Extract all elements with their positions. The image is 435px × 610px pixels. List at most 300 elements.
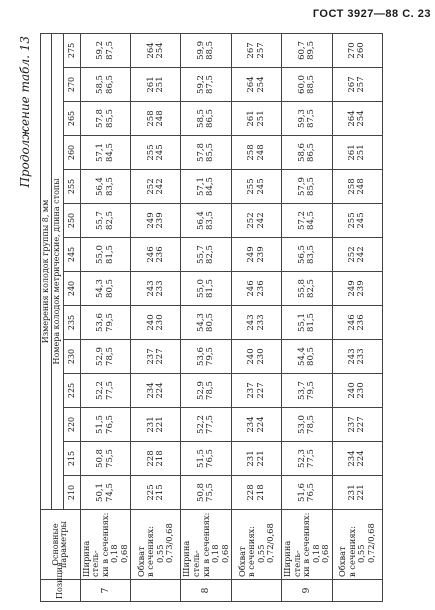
cell-value: 52,3 [296, 449, 307, 468]
cell-value: 52,2 [95, 381, 106, 400]
cell-value: 59,3 [296, 109, 307, 128]
cell-value: 87,5 [305, 109, 316, 128]
rotated-table-container [18, 32, 410, 602]
value-cell [131, 170, 181, 204]
cell-value: 243 [346, 348, 357, 365]
value-cell [80, 102, 131, 136]
cell-value: 50,8 [195, 483, 206, 502]
parameter-line: 0,72/0,68 [265, 523, 276, 563]
cell-value: 79,5 [205, 347, 216, 366]
value-cell [232, 204, 282, 238]
cell-value: 76,5 [305, 483, 316, 502]
cell-value: 83,5 [104, 177, 115, 196]
cell-value: 255 [145, 144, 156, 161]
cell-value: 255 [346, 212, 357, 229]
cell-value: 242 [154, 178, 165, 195]
cell-value: 57,1 [95, 143, 106, 162]
value-cell [181, 33, 232, 67]
cell-value: 55,1 [296, 313, 307, 332]
parameter-line: 0,18 [310, 544, 321, 563]
value-cell [232, 68, 282, 102]
value-cell [131, 374, 181, 408]
value-cell [181, 204, 232, 238]
cell-value: 75,5 [104, 449, 115, 468]
value-cell [181, 340, 232, 374]
value-cell [332, 408, 382, 442]
cell-value: 55,0 [95, 245, 106, 264]
value-cell [332, 374, 382, 408]
value-cell [232, 272, 282, 306]
value-cell [80, 136, 131, 170]
cell-value: 81,5 [205, 279, 216, 298]
value-cell [131, 238, 181, 272]
cell-value: 59,9 [195, 40, 206, 60]
cell-value: 243 [246, 314, 257, 331]
value-cell [80, 238, 131, 272]
value-cell [181, 272, 232, 306]
size-header: 220 [63, 408, 80, 442]
row-index [131, 580, 181, 602]
parameter-line: 0,18 [109, 544, 120, 563]
parameter-line: Обхват [236, 546, 247, 577]
cell-value: 57,8 [95, 109, 106, 128]
cell-value: 56,5 [296, 245, 307, 264]
value-cell [181, 374, 232, 408]
cell-value: 270 [346, 42, 357, 59]
size-header: 240 [63, 272, 80, 306]
value-cell [332, 340, 382, 374]
cell-value: 261 [346, 144, 357, 161]
cell-value: 55,7 [195, 245, 206, 264]
cell-value: 245 [356, 212, 367, 229]
cell-value: 240 [145, 314, 156, 331]
parameter-line: ки в сечениях: [200, 512, 211, 577]
size-header: 265 [63, 102, 80, 136]
row-parameter [282, 510, 333, 580]
cell-value: 267 [246, 42, 257, 59]
cell-value: 240 [346, 382, 357, 399]
parameter-line: 0,68 [219, 544, 230, 563]
value-cell [332, 170, 382, 204]
cell-value: 52,9 [95, 347, 106, 366]
cell-value: 89,5 [305, 40, 316, 60]
cell-value: 78,5 [205, 381, 216, 400]
value-cell [282, 272, 333, 306]
cell-value: 82,5 [205, 245, 216, 264]
cell-value: 228 [145, 450, 156, 467]
parameter-line: в сечениях: [246, 525, 257, 577]
cell-value: 242 [356, 246, 367, 263]
cell-value: 77,5 [305, 449, 316, 468]
cell-value: 74,5 [104, 483, 115, 502]
cell-value: 261 [145, 76, 156, 93]
value-cell [80, 33, 131, 67]
cell-value: 258 [346, 178, 357, 195]
cell-value: 252 [145, 178, 156, 195]
group-title: Измерения колодок группы 8, мм [41, 33, 52, 509]
cell-value: 82,5 [104, 211, 115, 230]
size-header: 245 [63, 238, 80, 272]
value-cell [181, 442, 232, 476]
cell-value: 80,5 [205, 313, 216, 332]
cell-value: 57,2 [296, 211, 307, 230]
cell-value: 254 [154, 42, 165, 59]
cell-value: 236 [255, 280, 266, 297]
cell-value: 77,5 [104, 381, 115, 400]
value-cell [131, 442, 181, 476]
parameter-line: 0,55 [154, 544, 165, 563]
size-header: 210 [63, 476, 80, 510]
cell-value: 251 [255, 110, 266, 127]
parameter-line: ки в сечениях: [301, 512, 312, 577]
value-cell [282, 340, 333, 374]
value-cell [332, 102, 382, 136]
row-parameter [131, 510, 181, 580]
parameter-line: 0,73/0,68 [164, 523, 175, 563]
value-cell [181, 68, 232, 102]
cell-value: 236 [154, 246, 165, 263]
cell-value: 86,5 [305, 143, 316, 162]
row-index: 7 [80, 580, 131, 602]
value-cell [332, 476, 382, 510]
cell-value: 84,5 [205, 177, 216, 196]
cell-value: 86,5 [104, 75, 115, 94]
table-row [232, 33, 282, 601]
size-header: 275 [63, 33, 80, 67]
value-cell [80, 408, 131, 442]
cell-value: 233 [356, 348, 367, 365]
cell-value: 87,5 [104, 40, 115, 60]
value-cell [181, 408, 232, 442]
cell-value: 53,7 [296, 381, 307, 400]
cell-value: 80,5 [104, 279, 115, 298]
value-cell [181, 102, 232, 136]
value-cell [131, 340, 181, 374]
value-cell [80, 272, 131, 306]
cell-value: 59,2 [95, 40, 106, 60]
value-cell [332, 136, 382, 170]
table-caption: Продолжение табл. 13 [18, 36, 32, 188]
value-cell [282, 102, 333, 136]
value-cell [282, 306, 333, 340]
cell-value: 258 [145, 110, 156, 127]
value-cell [232, 238, 282, 272]
cell-value: 78,5 [104, 347, 115, 366]
cell-value: 80,5 [305, 347, 316, 366]
value-cell [80, 374, 131, 408]
size-header: 225 [63, 374, 80, 408]
cell-value: 234 [145, 382, 156, 399]
table-body [80, 33, 382, 601]
cell-value: 242 [255, 212, 266, 229]
value-cell [131, 204, 181, 238]
value-cell [131, 136, 181, 170]
value-cell [232, 170, 282, 204]
value-cell [181, 238, 232, 272]
cell-value: 88,5 [205, 40, 216, 60]
parameter-line: Ширина стель- [80, 540, 101, 577]
cell-value: 246 [346, 314, 357, 331]
cell-value: 252 [346, 246, 357, 263]
cell-value: 267 [346, 76, 357, 93]
cell-value: 60,0 [296, 75, 307, 94]
cell-value: 239 [255, 246, 266, 263]
cell-value: 83,5 [305, 245, 316, 264]
cell-value: 255 [246, 178, 257, 195]
value-cell [282, 408, 333, 442]
cell-value: 50,8 [95, 449, 106, 468]
cell-value: 237 [246, 382, 257, 399]
value-cell [282, 204, 333, 238]
cell-value: 79,5 [305, 381, 316, 400]
cell-value: 252 [246, 212, 257, 229]
cell-value: 228 [246, 484, 257, 501]
cell-value: 239 [356, 280, 367, 297]
cell-value: 254 [255, 76, 266, 93]
cell-value: 85,5 [205, 143, 216, 162]
value-cell [232, 136, 282, 170]
cell-value: 264 [246, 76, 257, 93]
cell-value: 57,1 [195, 177, 206, 196]
value-cell [181, 476, 232, 510]
cell-value: 230 [154, 314, 165, 331]
parameter-line: ки в сечениях: [99, 512, 110, 577]
cell-value: 227 [356, 416, 367, 433]
cell-value: 85,5 [305, 177, 316, 196]
value-cell [181, 306, 232, 340]
cell-value: 227 [255, 382, 266, 399]
parameter-line: Обхват [135, 546, 146, 577]
cell-value: 82,5 [305, 279, 316, 298]
value-cell [131, 102, 181, 136]
col-header-index: Позиция [41, 580, 81, 602]
cell-value: 249 [246, 246, 257, 263]
value-cell [332, 68, 382, 102]
cell-value: 57,9 [296, 177, 307, 196]
cell-value: 58,5 [195, 109, 206, 128]
cell-value: 225 [145, 484, 156, 501]
cell-value: 224 [255, 416, 266, 433]
cell-value: 77,5 [205, 415, 216, 434]
cell-value: 248 [154, 110, 165, 127]
cell-value: 52,9 [195, 381, 206, 400]
cell-value: 78,5 [305, 415, 316, 434]
parameter-line: в сечениях: [145, 525, 156, 577]
value-cell [282, 136, 333, 170]
value-cell [80, 442, 131, 476]
parameter-line: 0,18 [210, 544, 221, 563]
cell-value: 243 [145, 280, 156, 297]
cell-value: 53,0 [296, 415, 307, 434]
value-cell [282, 238, 333, 272]
cell-value: 55,7 [95, 211, 106, 230]
size-header: 250 [63, 204, 80, 238]
size-header: 230 [63, 340, 80, 374]
cell-value: 257 [356, 76, 367, 93]
value-cell [181, 136, 232, 170]
size-header: 260 [63, 136, 80, 170]
cell-value: 224 [356, 450, 367, 467]
cell-value: 249 [346, 280, 357, 297]
value-cell [131, 68, 181, 102]
value-cell [80, 476, 131, 510]
cell-value: 87,5 [205, 75, 216, 94]
parameter-line: в сечениях: [346, 525, 357, 577]
table-row [181, 33, 232, 601]
value-cell [332, 442, 382, 476]
value-cell [80, 204, 131, 238]
value-cell [232, 374, 282, 408]
cell-value: 245 [154, 144, 165, 161]
value-cell [80, 340, 131, 374]
value-cell [282, 476, 333, 510]
size-header: 255 [63, 170, 80, 204]
value-cell [131, 306, 181, 340]
subgroup-title: Номера колодок метрические, длина стопы [52, 33, 63, 509]
value-cell [232, 442, 282, 476]
cell-value: 251 [356, 144, 367, 161]
value-cell [282, 374, 333, 408]
cell-value: 261 [246, 110, 257, 127]
cell-value: 221 [154, 416, 165, 433]
cell-value: 231 [246, 450, 257, 467]
parameter-line: 0,68 [320, 544, 331, 563]
cell-value: 237 [346, 416, 357, 433]
cell-value: 81,5 [305, 313, 316, 332]
cell-value: 76,5 [205, 449, 216, 468]
col-header-param: Основные параметры [41, 510, 81, 580]
value-cell [332, 272, 382, 306]
value-cell [131, 272, 181, 306]
value-cell [332, 306, 382, 340]
value-cell [232, 33, 282, 67]
value-cell [282, 68, 333, 102]
cell-value: 79,5 [104, 313, 115, 332]
cell-value: 251 [154, 76, 165, 93]
cell-value: 51,5 [95, 415, 106, 434]
value-cell [332, 238, 382, 272]
value-cell [282, 170, 333, 204]
cell-value: 58,6 [296, 143, 307, 162]
parameter-line: 0,68 [118, 544, 129, 563]
cell-value: 233 [154, 280, 165, 297]
cell-value: 236 [356, 314, 367, 331]
cell-value: 54,3 [195, 313, 206, 332]
parameter-line: 0,72/0,68 [365, 523, 376, 563]
cell-value: 230 [356, 382, 367, 399]
cell-value: 81,5 [104, 245, 115, 264]
cell-value: 254 [356, 110, 367, 127]
cell-value: 54,4 [296, 347, 307, 366]
row-index [232, 580, 282, 602]
value-cell [80, 306, 131, 340]
value-cell [232, 476, 282, 510]
cell-value: 56,4 [95, 177, 106, 196]
value-cell [282, 442, 333, 476]
value-cell [232, 340, 282, 374]
parameter-line: 0,55 [255, 544, 266, 563]
cell-value: 233 [255, 314, 266, 331]
cell-value: 248 [356, 178, 367, 195]
cell-value: 245 [255, 178, 266, 195]
cell-value: 234 [346, 450, 357, 467]
row-parameter [80, 510, 131, 580]
table-row [80, 33, 131, 601]
cell-value: 264 [346, 110, 357, 127]
cell-value: 257 [255, 42, 266, 59]
row-index [332, 580, 382, 602]
cell-value: 58,5 [95, 75, 106, 94]
cell-value: 218 [255, 484, 266, 501]
cell-value: 83,5 [205, 211, 216, 230]
cell-value: 53,6 [95, 313, 106, 332]
row-index: 9 [282, 580, 333, 602]
parameter-line: Ширина стель- [282, 540, 302, 577]
value-cell [232, 306, 282, 340]
cell-value: 56,4 [195, 211, 206, 230]
cell-value: 221 [356, 484, 367, 501]
cell-value: 75,5 [205, 483, 216, 502]
header-row-group [41, 33, 52, 601]
cell-value: 258 [246, 144, 257, 161]
cell-value: 84,5 [104, 143, 115, 162]
cell-value: 264 [145, 42, 156, 59]
cell-value: 249 [145, 212, 156, 229]
value-cell [131, 408, 181, 442]
value-cell [131, 476, 181, 510]
cell-value: 218 [154, 450, 165, 467]
table-row [282, 33, 333, 601]
cell-value: 85,5 [104, 109, 115, 128]
cell-value: 52,2 [195, 415, 206, 434]
cell-value: 76,5 [104, 415, 115, 434]
value-cell [80, 170, 131, 204]
table-row [332, 33, 382, 601]
size-header: 235 [63, 306, 80, 340]
cell-value: 54,3 [95, 279, 106, 298]
size-header: 270 [63, 68, 80, 102]
cell-value: 53,6 [195, 347, 206, 366]
cell-value: 248 [255, 144, 266, 161]
cell-value: 227 [154, 348, 165, 365]
value-cell [282, 33, 333, 67]
value-cell [131, 33, 181, 67]
page-header: ГОСТ 3927—88 С. 23 [312, 8, 431, 20]
cell-value: 55,0 [195, 279, 206, 298]
value-cell [181, 170, 232, 204]
data-table [40, 33, 383, 602]
parameter-line: Ширина стель- [181, 540, 201, 577]
cell-value: 239 [154, 212, 165, 229]
cell-value: 51,6 [296, 483, 307, 502]
cell-value: 221 [255, 450, 266, 467]
value-cell [232, 408, 282, 442]
cell-value: 51,5 [195, 449, 206, 468]
row-parameter [232, 510, 282, 580]
cell-value: 230 [255, 348, 266, 365]
row-parameter [332, 510, 382, 580]
cell-value: 260 [356, 42, 367, 59]
value-cell [332, 204, 382, 238]
cell-value: 88,5 [305, 75, 316, 94]
row-parameter [181, 510, 232, 580]
cell-value: 59,2 [195, 75, 206, 94]
cell-value: 224 [154, 382, 165, 399]
cell-value: 86,5 [205, 109, 216, 128]
cell-value: 215 [154, 484, 165, 501]
cell-value: 57,8 [195, 143, 206, 162]
cell-value: 234 [246, 416, 257, 433]
